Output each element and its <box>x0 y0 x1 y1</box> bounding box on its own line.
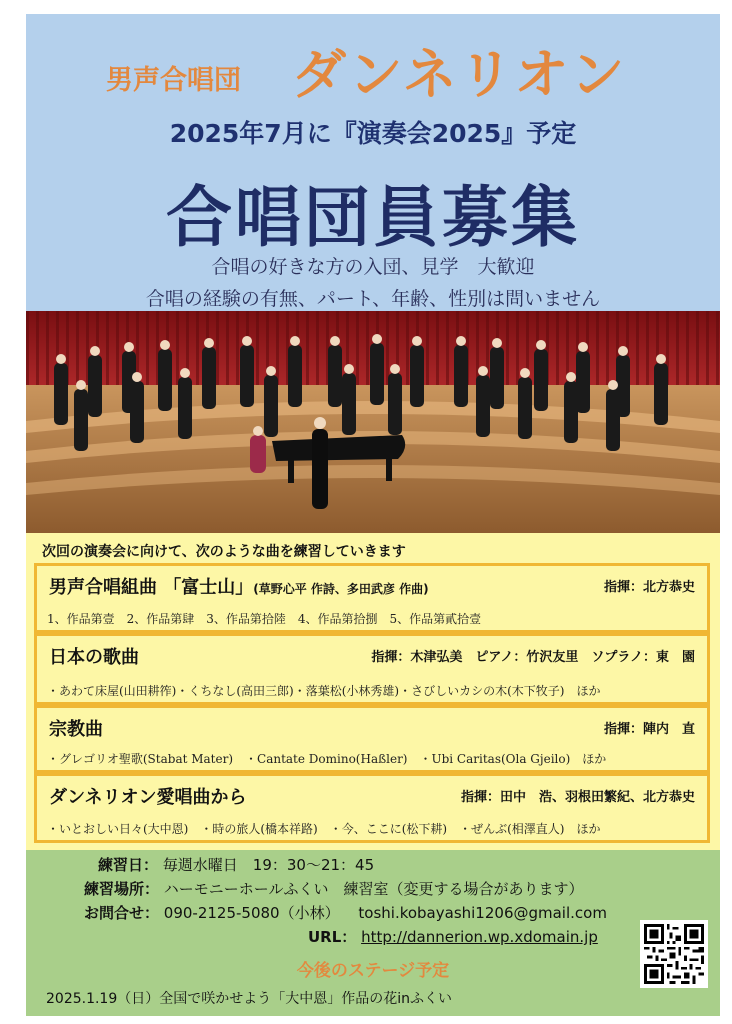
program-panel <box>26 533 720 850</box>
song-title-main: 男声合唱組曲 「富士山」 <box>49 577 254 598</box>
song-section-title <box>49 573 429 599</box>
song-title-note: (草野心平 作詩、多田武彦 作曲) <box>253 582 429 596</box>
url-label: URL： <box>308 928 357 946</box>
song-title-main: 日本の歌曲 <box>49 647 139 668</box>
song-pieces: ・あわて床屋(山田耕筰)・くちなし(高田三郎)・落葉松(小林秀雄)・さびしいカシの木(木下牧子) ほか <box>47 684 601 698</box>
practice-label: 練習日： <box>98 856 159 874</box>
requirements-text: 合唱の経験の有無、パート、年齢、性別は問いません <box>145 288 601 310</box>
contact-email[interactable]: toshi.kobayashi1206@gmail.com <box>358 904 607 922</box>
contact-row <box>84 902 607 923</box>
song-pieces: 1、作品第壹 2、作品第肆 3、作品第拾陸 4、作品第拾捌 5、作品第貳拾壹 <box>47 612 482 626</box>
song-section-title <box>49 643 139 669</box>
info-panel <box>26 850 720 1016</box>
welcome-text: 合唱の好きな方の入団、見学 大歓迎 <box>211 256 535 278</box>
website-link[interactable]: http://dannerion.wp.xdomain.jp <box>361 928 598 946</box>
song-section <box>34 563 710 633</box>
qr-code-icon <box>640 920 708 988</box>
contact-label: お問合せ： <box>84 904 160 922</box>
choir-name: ダンネリオン <box>292 43 627 106</box>
practice-row <box>98 854 374 875</box>
song-title-main: 宗教曲 <box>49 719 103 740</box>
song-conductor: 指揮：田中 浩、羽根田繁紀、北方恭史 <box>460 790 695 805</box>
song-section <box>34 705 710 773</box>
song-section <box>34 773 710 843</box>
place-label: 練習場所： <box>84 880 160 898</box>
choir-label: 男声合唱団 <box>106 65 241 96</box>
stage-heading: 今後のステージ予定 <box>296 961 450 981</box>
song-pieces: ・いとおしい日々(大中恩) ・時の旅人(橋本祥路) ・今、ここに(松下耕) ・ぜんぶ(相澤直人) ほか <box>47 822 601 836</box>
song-title-main: ダンネリオン愛唱曲から <box>49 787 247 808</box>
header-panel <box>26 14 720 311</box>
concert-note: 2025年7月に『演奏会2025』予定 <box>169 119 577 148</box>
contact-phone: 090-2125-5080（小林） <box>163 904 340 922</box>
song-section <box>34 633 710 705</box>
program-intro: 次回の演奏会に向けて、次のような曲を練習していきます <box>42 544 406 560</box>
url-row <box>308 926 598 947</box>
song-conductor: 指揮：陣内 直 <box>603 722 695 737</box>
song-section-title <box>49 783 246 809</box>
song-conductor: 指揮：北方恭史 <box>603 580 695 595</box>
song-section-title <box>49 715 103 741</box>
place-row <box>84 878 584 899</box>
choir-photo <box>26 311 720 533</box>
choir-photo-image <box>26 311 720 533</box>
page-title: 合唱団員募集 <box>166 179 580 256</box>
song-pieces: ・グレゴリオ聖歌(Stabat Mater) ・Cantate Domino(Haßler) ・Ubi Caritas(Ola Gjeilo) ほか <box>47 752 607 766</box>
place-value: ハーモニーホールふくい 練習室（変更する場合があります） <box>163 880 584 898</box>
song-conductor: 指揮：木津弘美 ピアノ：竹沢友里 ソプラノ：東 園 <box>371 650 695 665</box>
practice-value: 毎週水曜日 19：30～21：45 <box>162 856 375 874</box>
stage-event: 2025.1.19（日）全国で咲かせよう「大中恩」作品の花inふくい <box>46 991 453 1007</box>
